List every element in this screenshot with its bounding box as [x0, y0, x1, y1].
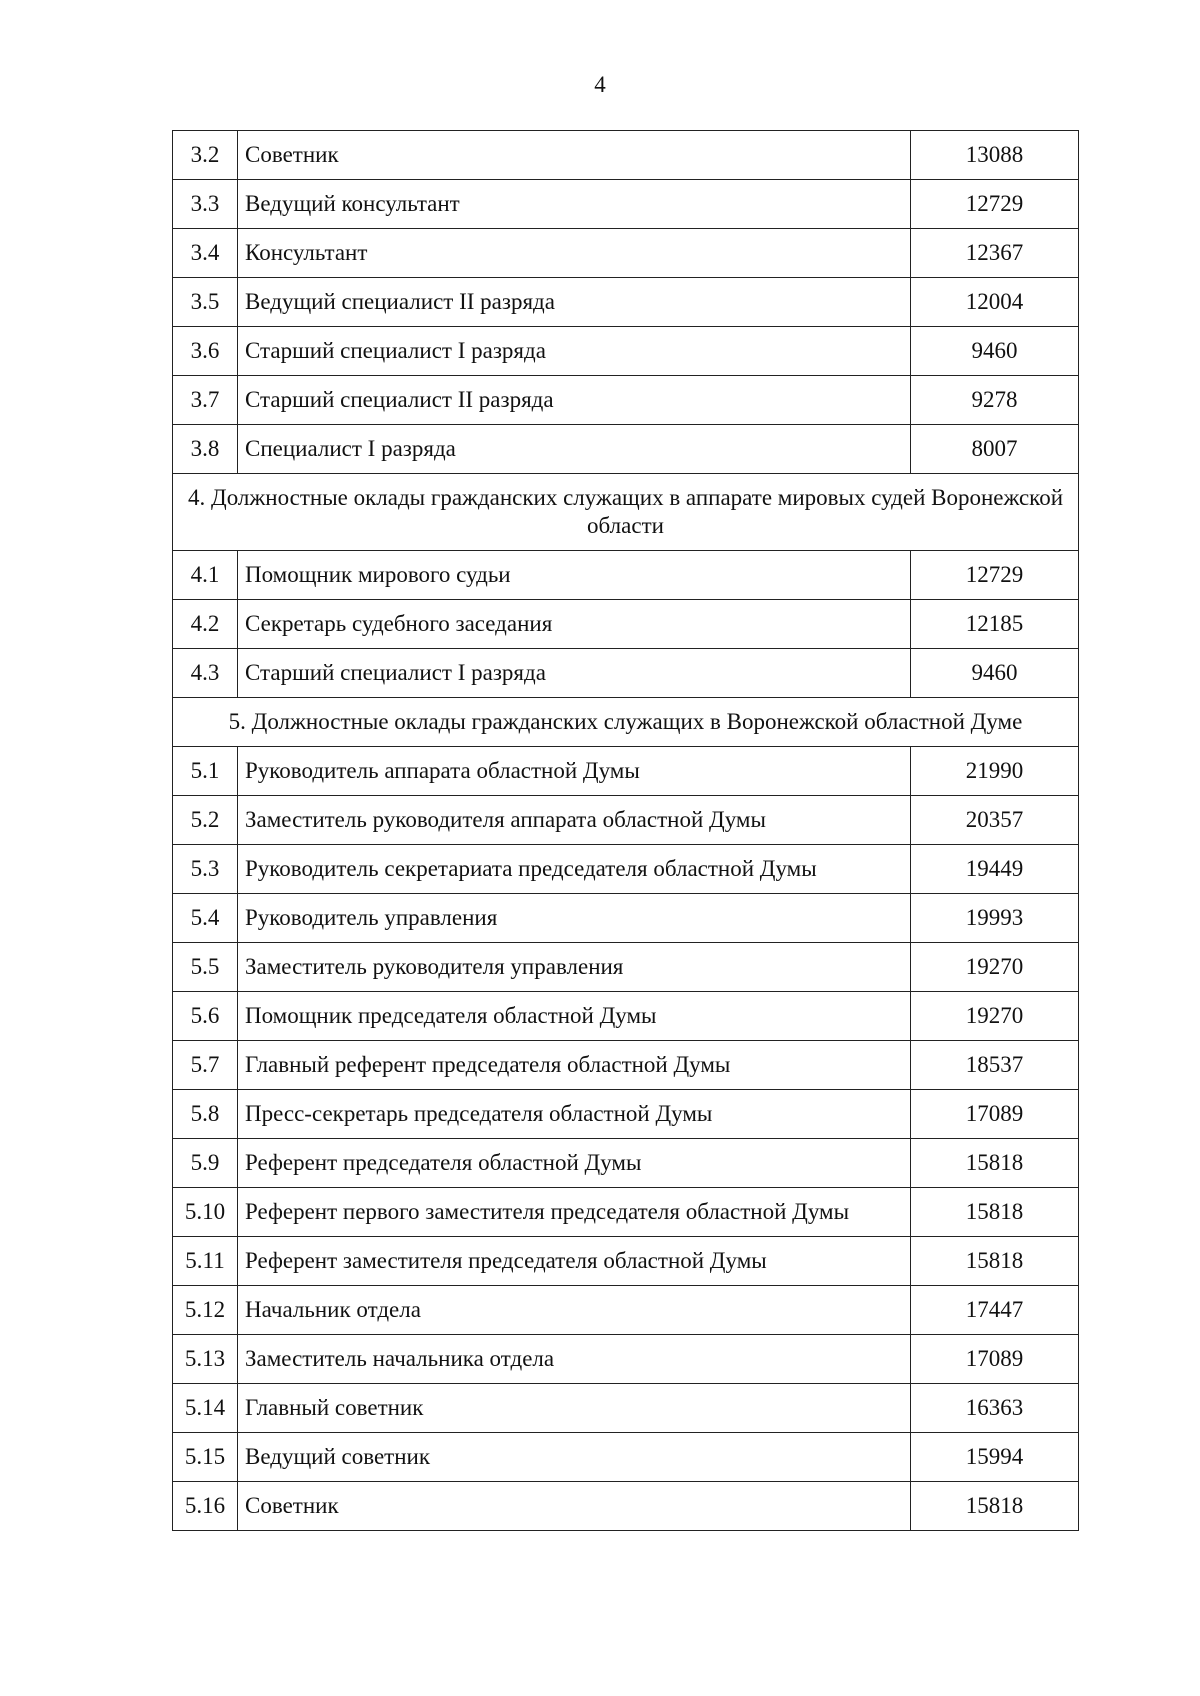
salary-amount: 16363: [911, 1384, 1079, 1433]
position-title: Советник: [238, 131, 911, 180]
row-number: 5.9: [173, 1139, 238, 1188]
table-row: [173, 1237, 1079, 1286]
position-title: Руководитель аппарата областной Думы: [238, 747, 911, 796]
page-number: 4: [594, 72, 606, 97]
salary-table-body: [173, 131, 1079, 1531]
salary-amount: 17089: [911, 1090, 1079, 1139]
row-number: 5.15: [173, 1433, 238, 1482]
row-number: 3.2: [173, 131, 238, 180]
table-row: [173, 1188, 1079, 1237]
row-number: 3.6: [173, 327, 238, 376]
row-number: 4.3: [173, 649, 238, 698]
salary-amount: 19993: [911, 894, 1079, 943]
salary-table: [172, 130, 1079, 1531]
row-number: 5.12: [173, 1286, 238, 1335]
row-number: 5.4: [173, 894, 238, 943]
salary-amount: 12367: [911, 229, 1079, 278]
section-heading-row: [173, 698, 1079, 747]
table-row: [173, 1384, 1079, 1433]
position-title: Ведущий советник: [238, 1433, 911, 1482]
row-number: 5.5: [173, 943, 238, 992]
table-row: [173, 600, 1079, 649]
table-row: [173, 1286, 1079, 1335]
row-number: 5.2: [173, 796, 238, 845]
row-number: 5.6: [173, 992, 238, 1041]
salary-amount: 12729: [911, 180, 1079, 229]
table-row: [173, 649, 1079, 698]
salary-amount: 21990: [911, 747, 1079, 796]
salary-amount: 12185: [911, 600, 1079, 649]
table-row: [173, 376, 1079, 425]
salary-amount: 15818: [911, 1482, 1079, 1531]
salary-amount: 15818: [911, 1139, 1079, 1188]
section-heading: 5. Должностные оклады гражданских служащих в Воронежской областной Думе: [173, 698, 1079, 747]
salary-amount: 15818: [911, 1237, 1079, 1286]
salary-amount: 12004: [911, 278, 1079, 327]
salary-amount: 15818: [911, 1188, 1079, 1237]
table-row: [173, 1090, 1079, 1139]
position-title: Помощник мирового судьи: [238, 551, 911, 600]
table-row: [173, 551, 1079, 600]
row-number: 5.16: [173, 1482, 238, 1531]
salary-amount: 20357: [911, 796, 1079, 845]
position-title: Главный референт председателя областной Думы: [238, 1041, 911, 1090]
table-row: [173, 796, 1079, 845]
row-number: 5.13: [173, 1335, 238, 1384]
salary-amount: 9460: [911, 327, 1079, 376]
row-number: 5.1: [173, 747, 238, 796]
salary-amount: 19270: [911, 943, 1079, 992]
row-number: 5.3: [173, 845, 238, 894]
table-row: [173, 1482, 1079, 1531]
position-title: Заместитель руководителя аппарата областной Думы: [238, 796, 911, 845]
row-number: 5.14: [173, 1384, 238, 1433]
position-title: Пресс-секретарь председателя областной Думы: [238, 1090, 911, 1139]
table-row: [173, 229, 1079, 278]
section-heading: 4. Должностные оклады гражданских служащих в аппарате мировых судей Воронежской области: [173, 474, 1079, 551]
row-number: 4.1: [173, 551, 238, 600]
position-title: Референт первого заместителя председателя областной Думы: [238, 1188, 911, 1237]
salary-amount: 15994: [911, 1433, 1079, 1482]
position-title: Референт заместителя председателя областной Думы: [238, 1237, 911, 1286]
position-title: Ведущий специалист II разряда: [238, 278, 911, 327]
salary-amount: 17089: [911, 1335, 1079, 1384]
position-title: Референт председателя областной Думы: [238, 1139, 911, 1188]
salary-amount: 9460: [911, 649, 1079, 698]
salary-amount: 13088: [911, 131, 1079, 180]
table-row: [173, 992, 1079, 1041]
table-row: [173, 845, 1079, 894]
position-title: Руководитель секретариата председателя областной Думы: [238, 845, 911, 894]
position-title: Советник: [238, 1482, 911, 1531]
position-title: Специалист I разряда: [238, 425, 911, 474]
position-title: Секретарь судебного заседания: [238, 600, 911, 649]
table-row: [173, 747, 1079, 796]
row-number: 3.7: [173, 376, 238, 425]
position-title: Начальник отдела: [238, 1286, 911, 1335]
position-title: Руководитель управления: [238, 894, 911, 943]
row-number: 4.2: [173, 600, 238, 649]
table-row: [173, 278, 1079, 327]
salary-amount: 19270: [911, 992, 1079, 1041]
table-row: [173, 943, 1079, 992]
row-number: 5.11: [173, 1237, 238, 1286]
position-title: Ведущий консультант: [238, 180, 911, 229]
salary-amount: 18537: [911, 1041, 1079, 1090]
position-title: Помощник председателя областной Думы: [238, 992, 911, 1041]
table-row: [173, 180, 1079, 229]
row-number: 3.8: [173, 425, 238, 474]
table-row: [173, 1041, 1079, 1090]
salary-amount: 12729: [911, 551, 1079, 600]
salary-amount: 8007: [911, 425, 1079, 474]
row-number: 5.8: [173, 1090, 238, 1139]
salary-amount: 17447: [911, 1286, 1079, 1335]
position-title: Заместитель начальника отдела: [238, 1335, 911, 1384]
position-title: Старший специалист I разряда: [238, 649, 911, 698]
table-row: [173, 131, 1079, 180]
position-title: Главный советник: [238, 1384, 911, 1433]
row-number: 5.10: [173, 1188, 238, 1237]
table-row: [173, 1139, 1079, 1188]
table-row: [173, 1433, 1079, 1482]
position-title: Консультант: [238, 229, 911, 278]
table-row: [173, 327, 1079, 376]
table-row: [173, 425, 1079, 474]
row-number: 5.7: [173, 1041, 238, 1090]
salary-amount: 19449: [911, 845, 1079, 894]
position-title: Заместитель руководителя управления: [238, 943, 911, 992]
section-heading-row: [173, 474, 1079, 551]
salary-amount: 9278: [911, 376, 1079, 425]
position-title: Старший специалист I разряда: [238, 327, 911, 376]
table-row: [173, 894, 1079, 943]
row-number: 3.4: [173, 229, 238, 278]
position-title: Старший специалист II разряда: [238, 376, 911, 425]
row-number: 3.5: [173, 278, 238, 327]
row-number: 3.3: [173, 180, 238, 229]
table-row: [173, 1335, 1079, 1384]
